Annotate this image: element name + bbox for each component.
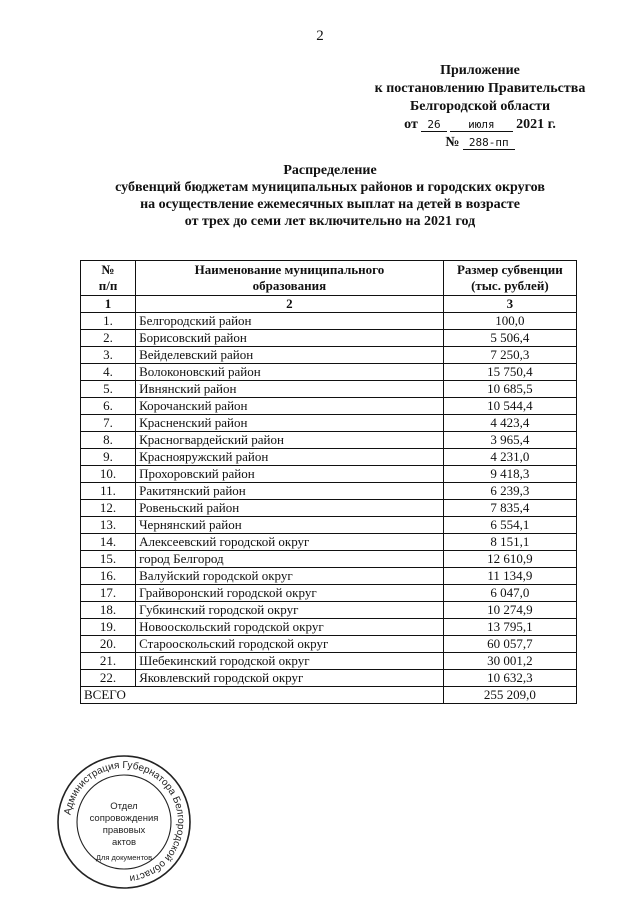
official-stamp (54, 752, 194, 892)
row-name: Чернянский район (136, 517, 444, 534)
stamp-center-line-1: Отдел (110, 801, 138, 812)
table-row (81, 670, 577, 687)
row-name: Вейделевский район (136, 347, 444, 364)
row-amount: 13 795,1 (443, 619, 576, 636)
appendix-header (330, 62, 630, 152)
row-amount: 3 965,4 (443, 432, 576, 449)
row-name: Белгородский район (136, 313, 444, 330)
total-amount: 255 209,0 (443, 687, 576, 704)
stamp-center-line-3: правовых (102, 825, 146, 836)
row-number: 14. (81, 534, 136, 551)
row-number: 18. (81, 602, 136, 619)
row-name: Яковлевский городской округ (136, 670, 444, 687)
stamp-bottom-text: Для документов (95, 853, 153, 862)
row-number: 17. (81, 585, 136, 602)
row-number: 4. (81, 364, 136, 381)
row-amount: 4 231,0 (443, 449, 576, 466)
row-number: 13. (81, 517, 136, 534)
date-prefix: от (404, 117, 418, 132)
table-row (81, 653, 577, 670)
row-amount: 10 544,4 (443, 398, 576, 415)
row-name: Прохоровский район (136, 466, 444, 483)
row-amount: 7 250,3 (443, 347, 576, 364)
row-name: Ракитянский район (136, 483, 444, 500)
row-amount: 6 554,1 (443, 517, 576, 534)
column-number: 3 (443, 296, 576, 313)
date-month: июля (450, 118, 513, 132)
row-amount: 11 134,9 (443, 568, 576, 585)
header-amount: Размер субвенции (тыс. рублей) (443, 261, 576, 296)
appendix-line-2: к постановлению Правительства (374, 81, 586, 96)
stamp-ring-text: Администрация Губернатора Белгородской области (62, 759, 187, 884)
row-name: Красногвардейский район (136, 432, 444, 449)
row-number: 21. (81, 653, 136, 670)
row-number: 1. (81, 313, 136, 330)
row-name: Губкинский городской округ (136, 602, 444, 619)
row-number: 6. (81, 398, 136, 415)
row-name: Валуйский городской округ (136, 568, 444, 585)
row-amount: 30 001,2 (443, 653, 576, 670)
total-row (81, 687, 577, 704)
page-number: 2 (316, 28, 324, 44)
title-line-2: субвенций бюджетам муниципальных районов и городских округов (115, 180, 545, 195)
row-number: 2. (81, 330, 136, 347)
appendix-line-1: Приложение (440, 63, 520, 78)
row-amount: 8 151,1 (443, 534, 576, 551)
date-year: 2021 г. (516, 117, 556, 132)
row-number: 7. (81, 415, 136, 432)
row-number: 12. (81, 500, 136, 517)
row-name: Старооскольский городской округ (136, 636, 444, 653)
table-row (81, 551, 577, 568)
table-row (81, 449, 577, 466)
row-name: Корочанский район (136, 398, 444, 415)
row-name: Ивнянский район (136, 381, 444, 398)
row-number: 19. (81, 619, 136, 636)
row-name: Новооскольский городской округ (136, 619, 444, 636)
stamp-center-line-2: сопровождения (89, 813, 159, 824)
row-amount: 12 610,9 (443, 551, 576, 568)
column-number: 1 (81, 296, 136, 313)
title-line-3: на осуществление ежемесячных выплат на детей в возрасте (140, 197, 520, 212)
column-number: 2 (136, 296, 444, 313)
table-row (81, 585, 577, 602)
appendix-line-3: Белгородской области (409, 99, 551, 114)
header-name: Наименование муниципального образования (136, 261, 444, 296)
table-row (81, 517, 577, 534)
date-day: 26 (421, 118, 446, 132)
row-amount: 6 047,0 (443, 585, 576, 602)
row-number: 16. (81, 568, 136, 585)
table-body (81, 313, 577, 687)
row-name: Ровеньский район (136, 500, 444, 517)
row-number: 11. (81, 483, 136, 500)
table-row (81, 347, 577, 364)
table-row (81, 619, 577, 636)
document-title (60, 162, 600, 230)
row-amount: 10 274,9 (443, 602, 576, 619)
appendix-date (330, 116, 630, 134)
row-amount: 4 423,4 (443, 415, 576, 432)
stamp-center-line-4: актов (111, 837, 137, 848)
row-name: Борисовский район (136, 330, 444, 347)
table-row (81, 415, 577, 432)
row-number: 3. (81, 347, 136, 364)
row-amount: 10 632,3 (443, 670, 576, 687)
table-row (81, 636, 577, 653)
row-name: город Белгород (136, 551, 444, 568)
table-row (81, 398, 577, 415)
table-row (81, 500, 577, 517)
row-name: Алексеевский городской округ (136, 534, 444, 551)
table-row (81, 313, 577, 330)
table-row (81, 381, 577, 398)
row-number: 15. (81, 551, 136, 568)
row-number: 22. (81, 670, 136, 687)
table-header-row (81, 261, 577, 296)
table-row (81, 364, 577, 381)
table-row (81, 534, 577, 551)
table-row (81, 602, 577, 619)
row-number: 9. (81, 449, 136, 466)
row-amount: 6 239,3 (443, 483, 576, 500)
appendix-number (330, 134, 630, 152)
table-row (81, 483, 577, 500)
row-name: Грайворонский городской округ (136, 585, 444, 602)
table-row (81, 330, 577, 347)
row-name: Красненский район (136, 415, 444, 432)
row-amount: 10 685,5 (443, 381, 576, 398)
document-number: 288-пп (463, 136, 515, 150)
table-row (81, 568, 577, 585)
row-number: 20. (81, 636, 136, 653)
row-amount: 9 418,3 (443, 466, 576, 483)
row-name: Волоконовский район (136, 364, 444, 381)
row-amount: 5 506,4 (443, 330, 576, 347)
column-number-row (81, 296, 577, 313)
number-prefix: № (445, 135, 460, 150)
total-label: ВСЕГО (81, 687, 444, 704)
row-number: 5. (81, 381, 136, 398)
row-name: Краснояружский район (136, 449, 444, 466)
table-row (81, 432, 577, 449)
row-number: 10. (81, 466, 136, 483)
table-row (81, 466, 577, 483)
title-line-1: Распределение (283, 163, 377, 178)
row-amount: 7 835,4 (443, 500, 576, 517)
row-name: Шебекинский городской округ (136, 653, 444, 670)
header-num: № п/п (81, 261, 136, 296)
row-number: 8. (81, 432, 136, 449)
title-line-4: от трех до семи лет включительно на 2021 год (184, 214, 476, 229)
row-amount: 100,0 (443, 313, 576, 330)
subsidy-table (80, 260, 577, 704)
row-amount: 15 750,4 (443, 364, 576, 381)
row-amount: 60 057,7 (443, 636, 576, 653)
